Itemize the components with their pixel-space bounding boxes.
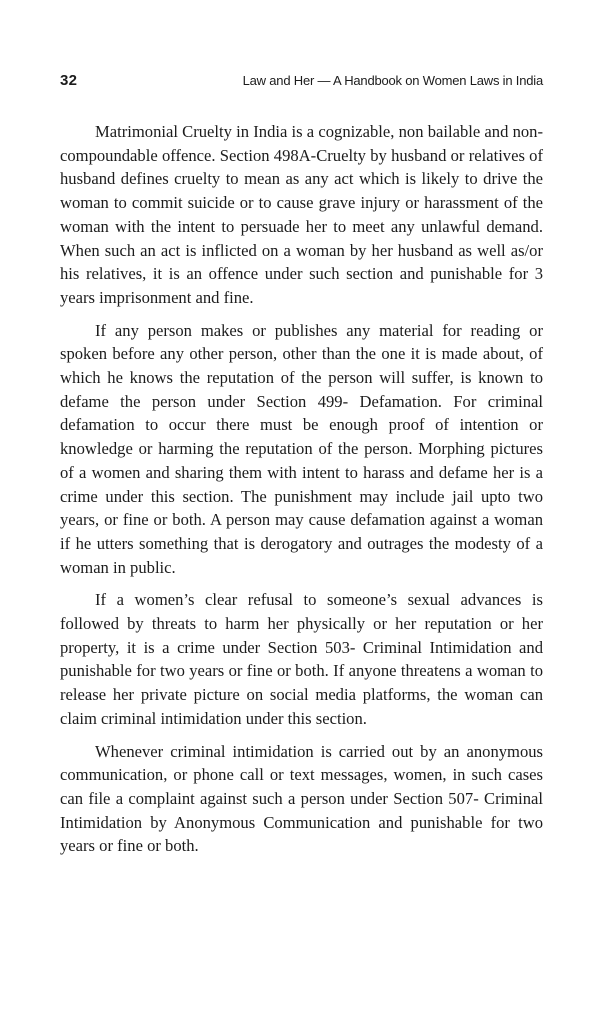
paragraph-anonymous-communication: Whenever criminal intimidation is carried out by an anonymous communication, or phone call or text messages, women, in such cases can file a complaint against such a person under Section 507- Criminal Intimidation by Anonymous Communication and punishable for two years or fine or both. <box>60 741 543 856</box>
page-header <box>60 72 543 94</box>
page-number: 32 <box>60 72 78 89</box>
paragraph-defamation: If any person makes or publishes any material for reading or spoken before any other person, other than the one it is made about, of which he knows the reputation of the person will suffer, is known to defame the person under Section 499- Defamation. For criminal defamation to occur there must be enough proof of intention or knowledge or harming the reputation of the person. Morphing pictures of a women and sharing them with intent to harass and defame her is a crime under this section. The punishment may include jail upto two years, or fine or both. A person may cause defamation against a woman if he utters something that is derogatory and outrages the modesty of a woman in public. <box>60 320 543 577</box>
body-text <box>60 120 543 867</box>
paragraph-matrimonial-cruelty: Matrimonial Cruelty in India is a cognizable, non bailable and non-compoundable offence. Section 498A-Cruelty by husband or relatives of husband defines cruelty to mean as any act which is likely to drive the woman to commit suicide or to cause grave injury or harassment of the woman with the intent to persuade her to meet any unlawful demand. When such an act is inflicted on a woman by her husband as well as/or his relatives, it is an offence under such section and punishable for 3 years imprisonment and fine. <box>60 122 543 307</box>
running-title: Law and Her — A Handbook on Women Laws in India <box>242 73 543 88</box>
paragraph-criminal-intimidation: If a women’s clear refusal to someone’s sexual advances is followed by threats to harm her physically or her reputation or her property, it is a crime under Section 503- Criminal Intimidation and punishable for two years or fine or both. If anyone threatens a woman to release her private picture on social media platforms, the woman can claim criminal intimidation under this section. <box>60 590 543 728</box>
